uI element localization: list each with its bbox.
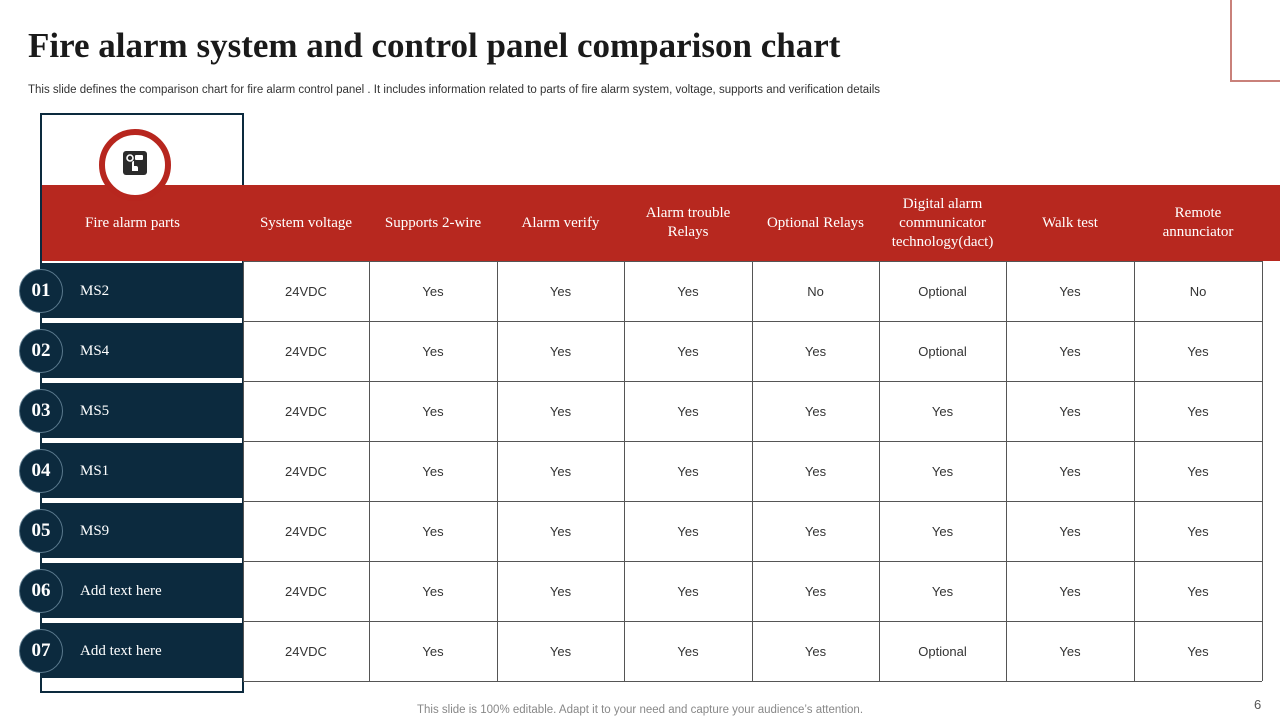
row-separator (42, 558, 242, 561)
table-cell: Yes (677, 643, 699, 659)
table-cell: Yes (549, 343, 572, 359)
page-subtitle: This slide defines the comparison chart for fire alarm control panel . It includes information related to parts of fire alarm system, voltage, supports and verification details (28, 84, 881, 96)
row-separator (42, 498, 242, 501)
table-cell: Yes (1187, 643, 1209, 659)
part-row (42, 503, 242, 559)
alarm-pull-icon (121, 149, 149, 177)
table-cell: Yes (422, 343, 444, 359)
table-cell: Yes (1187, 403, 1209, 419)
row-separator (42, 438, 242, 441)
table-cell: Yes (422, 463, 444, 479)
table-cell: Yes (677, 403, 699, 419)
part-name: MS2 (80, 282, 110, 299)
row-number-badge: 04 (19, 449, 63, 493)
column-header: Remote annunciator (1162, 205, 1234, 240)
table-cell: Yes (549, 523, 572, 539)
table-cell: Yes (677, 523, 699, 539)
table-cell: Yes (804, 403, 827, 419)
table-cell: Yes (549, 283, 572, 299)
row-number-badge: 06 (19, 569, 63, 613)
table-cell: Optional (918, 343, 967, 359)
table-cell: Yes (422, 583, 444, 599)
table-cell: Yes (1059, 463, 1081, 479)
table-cell: Yes (1187, 583, 1209, 599)
table-cell: Yes (677, 283, 699, 299)
grid-line (1262, 261, 1263, 681)
table-cell: 24VDC (285, 463, 327, 479)
part-name: MS5 (80, 402, 110, 419)
table-cell: 24VDC (285, 583, 327, 599)
column-header: Alarm trouble Relays (645, 205, 731, 240)
table-cell: Optional (918, 283, 967, 299)
table-cell: Yes (677, 583, 699, 599)
row-number-badge: 03 (19, 389, 63, 433)
table-cell: Yes (549, 643, 572, 659)
row-separator (42, 318, 242, 321)
column-header: Walk test (1042, 214, 1098, 231)
table-cell: Yes (677, 343, 699, 359)
part-row (42, 383, 242, 439)
table-cell: Yes (931, 583, 954, 599)
table-cell: Yes (1059, 523, 1081, 539)
table-cell: Yes (804, 583, 827, 599)
part-name: MS1 (80, 462, 110, 479)
part-row (42, 443, 242, 499)
table-cell: Yes (931, 403, 954, 419)
column-header: Fire alarm parts (85, 214, 180, 231)
table-cell: Yes (677, 463, 699, 479)
table-cell: 24VDC (285, 283, 327, 299)
table-cell: Yes (804, 343, 827, 359)
table-cell: Optional (918, 643, 967, 659)
table-cell: Yes (422, 403, 444, 419)
row-number-badge: 02 (19, 329, 63, 373)
table-cell: 24VDC (285, 643, 327, 659)
column-header: System voltage (259, 214, 353, 231)
footer-note (0, 704, 1280, 716)
row-number-badge: 07 (19, 629, 63, 673)
column-header: Digital alarm communicator technology(dact) (891, 195, 994, 250)
table-cell: Yes (931, 463, 954, 479)
footer-text: This slide is 100% editable. Adapt it to your need and capture your audience’s attention. (416, 704, 864, 716)
table-cell: Yes (549, 463, 572, 479)
column-header: Alarm verify (521, 214, 600, 231)
table-cell: 24VDC (285, 343, 327, 359)
corner-decoration (1230, 0, 1280, 82)
row-number-badge: 01 (19, 269, 63, 313)
table-cell: Yes (1059, 343, 1081, 359)
page-title: Fire alarm system and control panel comparison chart (28, 26, 841, 65)
table-cell: Yes (1059, 643, 1081, 659)
table-cell: Yes (804, 643, 827, 659)
table-cell: Yes (1059, 403, 1081, 419)
table-cell: Yes (1187, 343, 1209, 359)
grid-line (243, 681, 1262, 682)
part-row (42, 323, 242, 379)
table-cell: Yes (549, 403, 572, 419)
table-cell: No (807, 283, 824, 299)
table-cell: Yes (804, 523, 827, 539)
table-cell: 24VDC (285, 523, 327, 539)
table-cell: Yes (1059, 583, 1081, 599)
part-name: Add text here (80, 582, 162, 599)
page-number: 6 (1254, 697, 1262, 712)
table-cell: Yes (422, 643, 444, 659)
part-name: Add text here (80, 642, 162, 659)
row-separator (42, 378, 242, 381)
table-cell: Yes (1187, 523, 1209, 539)
table-cell: 24VDC (285, 403, 327, 419)
part-row (42, 263, 242, 319)
table-cell: Yes (549, 583, 572, 599)
column-header: Supports 2-wire (384, 214, 482, 231)
table-cell: Yes (1187, 463, 1209, 479)
column-header: Optional Relays (766, 214, 865, 231)
table-cell: Yes (422, 523, 444, 539)
row-number-badge: 05 (19, 509, 63, 553)
table-cell: Yes (1059, 283, 1081, 299)
table-cell: No (1189, 283, 1207, 299)
table-cell: Yes (931, 523, 954, 539)
part-name: MS9 (80, 522, 110, 539)
table-cell: Yes (422, 283, 444, 299)
part-name: MS4 (80, 342, 110, 359)
table-cell: Yes (804, 463, 827, 479)
